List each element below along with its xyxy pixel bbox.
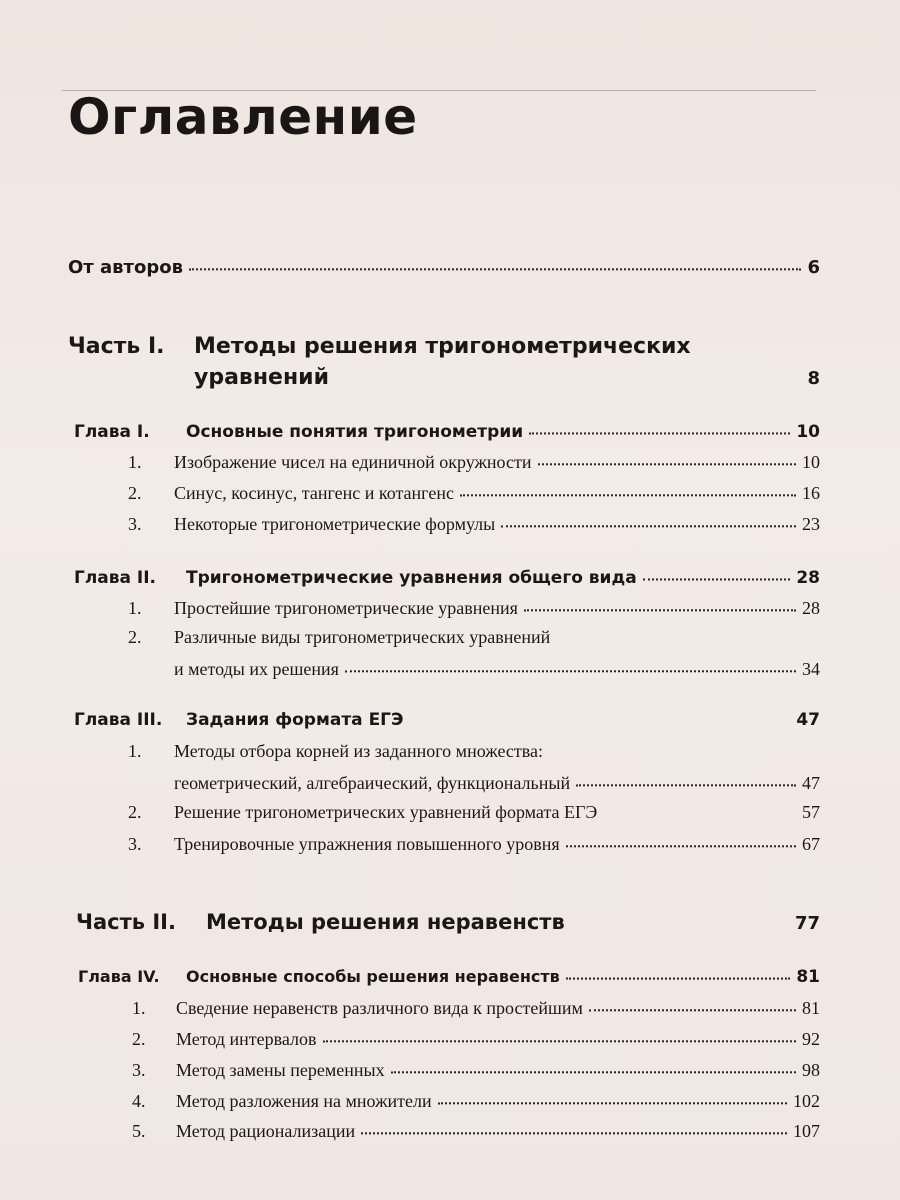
leader-dots — [589, 993, 796, 1011]
toc-entry-chapter[interactable] — [74, 566, 820, 588]
toc-entry-chapter[interactable] — [74, 710, 820, 730]
toc-page-number: 16 — [802, 483, 820, 504]
leader-dots — [524, 593, 796, 611]
part-title-cont: уравнений — [194, 365, 330, 390]
section-number: 1. — [132, 998, 146, 1019]
toc-page-number: 10 — [802, 452, 820, 473]
chapter-label: Глава II. — [74, 568, 157, 589]
section-number: 1. — [128, 741, 142, 761]
toc-entry-part1[interactable] — [194, 365, 820, 390]
toc-page-number: 28 — [796, 568, 820, 589]
section-number: 3. — [132, 1060, 146, 1081]
chapter-title: Тригонометрические уравнения общего вида — [186, 568, 637, 589]
toc-page-number: 34 — [802, 659, 820, 680]
section-title: Некоторые тригонометрические формулы — [174, 514, 496, 535]
part-label: Часть I. — [68, 334, 165, 359]
section-number: 1. — [128, 452, 142, 473]
toc-page-number: 10 — [796, 422, 820, 443]
section-title: Тренировочные упражнения повышенного уровня — [174, 834, 560, 855]
toc-entry-part2[interactable] — [76, 910, 820, 934]
part-title: Методы решения тригонометрических — [194, 334, 691, 359]
leader-dots — [538, 447, 797, 465]
toc-entry-section[interactable] — [128, 450, 820, 473]
toc-page-number: 28 — [802, 598, 820, 619]
section-number: 2. — [128, 483, 142, 504]
toc-entry-section[interactable] — [128, 802, 820, 823]
section-title: Сведение неравенств различного вида к простейшим — [176, 998, 583, 1019]
section-number: 1. — [128, 598, 142, 619]
toc-page-number: 47 — [796, 710, 820, 730]
toc-entry-section[interactable] — [174, 657, 820, 680]
section-number: 3. — [128, 514, 142, 535]
toc-entry-section[interactable] — [132, 1089, 820, 1112]
part-heading — [68, 334, 691, 359]
toc-entry-section[interactable] — [132, 1119, 820, 1142]
section-title: Простейшие тригонометрические уравнения — [174, 598, 518, 619]
section-title-line1 — [128, 741, 543, 762]
toc-entry-chapter[interactable] — [74, 420, 820, 442]
chapter-label: Глава III. — [74, 710, 163, 730]
toc-entry-section[interactable] — [132, 1027, 820, 1050]
leader-dots — [566, 964, 791, 980]
toc-page-number: 107 — [793, 1121, 820, 1142]
toc-entry-section[interactable] — [128, 512, 820, 535]
leader-dots — [361, 1116, 787, 1134]
section-number: 4. — [132, 1091, 146, 1112]
toc-page-number: 47 — [802, 773, 820, 794]
chapter-title: Основные способы решения неравенств — [186, 967, 560, 987]
leader-dots — [643, 563, 791, 580]
section-title: Метод рационализации — [176, 1121, 356, 1142]
leader-dots — [460, 478, 796, 496]
toc-page-number: 77 — [794, 913, 820, 934]
section-title: Различные виды тригонометрических уравнений — [174, 627, 551, 647]
toc-entry-section[interactable] — [128, 596, 820, 619]
chapter-title: Основные понятия тригонометрии — [186, 422, 524, 443]
toc-entry-section[interactable] — [128, 481, 820, 504]
leader-dots — [189, 252, 801, 270]
section-title: Решение тригонометрических уравнений формата ЕГЭ — [174, 802, 598, 822]
toc-page-number: 6 — [807, 257, 820, 279]
toc-entry-section[interactable] — [174, 771, 820, 794]
toc-entry-section[interactable] — [128, 832, 820, 855]
toc-page-number: 92 — [802, 1029, 820, 1050]
section-number: 2. — [128, 802, 142, 822]
page-title: Оглавление — [68, 88, 418, 146]
toc-page-number: 8 — [807, 368, 820, 389]
section-title: Синус, косинус, тангенс и котангенс — [174, 483, 454, 504]
section-number: 3. — [128, 834, 142, 855]
section-title-line1 — [128, 627, 550, 648]
leader-dots — [501, 509, 796, 527]
section-title: Метод интервалов — [176, 1029, 317, 1050]
toc-entry-authors[interactable] — [68, 255, 820, 278]
toc-page-number: 81 — [802, 998, 820, 1019]
toc-page-number: 98 — [802, 1060, 820, 1081]
part-label: Часть II. — [76, 910, 176, 934]
section-title: Методы отбора корней из заданного множества: — [174, 741, 543, 761]
leader-dots — [323, 1024, 796, 1042]
toc-page-number: 102 — [793, 1091, 820, 1112]
section-title: Метод разложения на множители — [176, 1091, 432, 1112]
section-number: 2. — [128, 627, 142, 647]
part-title: Методы решения неравенств — [206, 910, 565, 934]
leader-dots — [391, 1055, 796, 1073]
leader-dots — [345, 654, 796, 672]
section-number: 5. — [132, 1121, 146, 1142]
section-title-cont: и методы их решения — [174, 659, 339, 680]
toc-page-number: 57 — [802, 802, 820, 822]
leader-dots — [566, 829, 796, 847]
toc-entry-label: От авторов — [68, 257, 183, 279]
leader-dots — [576, 768, 796, 786]
section-title-cont: геометрический, алгебраический, функциональный — [174, 773, 571, 794]
toc-entry-section[interactable] — [132, 1058, 820, 1081]
chapter-label: Глава I. — [74, 422, 150, 443]
toc-page-number: 81 — [796, 967, 820, 988]
section-number: 2. — [132, 1029, 146, 1050]
section-title: Изображение чисел на единичной окружности — [174, 452, 532, 473]
toc-page-number: 67 — [802, 834, 820, 855]
leader-dots — [438, 1086, 787, 1104]
toc-entry-chapter[interactable] — [78, 966, 820, 987]
chapter-title: Задания формата ЕГЭ — [186, 710, 404, 730]
chapter-label: Глава IV. — [78, 967, 160, 987]
leader-dots — [529, 417, 790, 434]
section-title: Метод замены переменных — [176, 1060, 385, 1081]
toc-entry-section[interactable] — [132, 996, 820, 1019]
toc-page-number: 23 — [802, 514, 820, 535]
